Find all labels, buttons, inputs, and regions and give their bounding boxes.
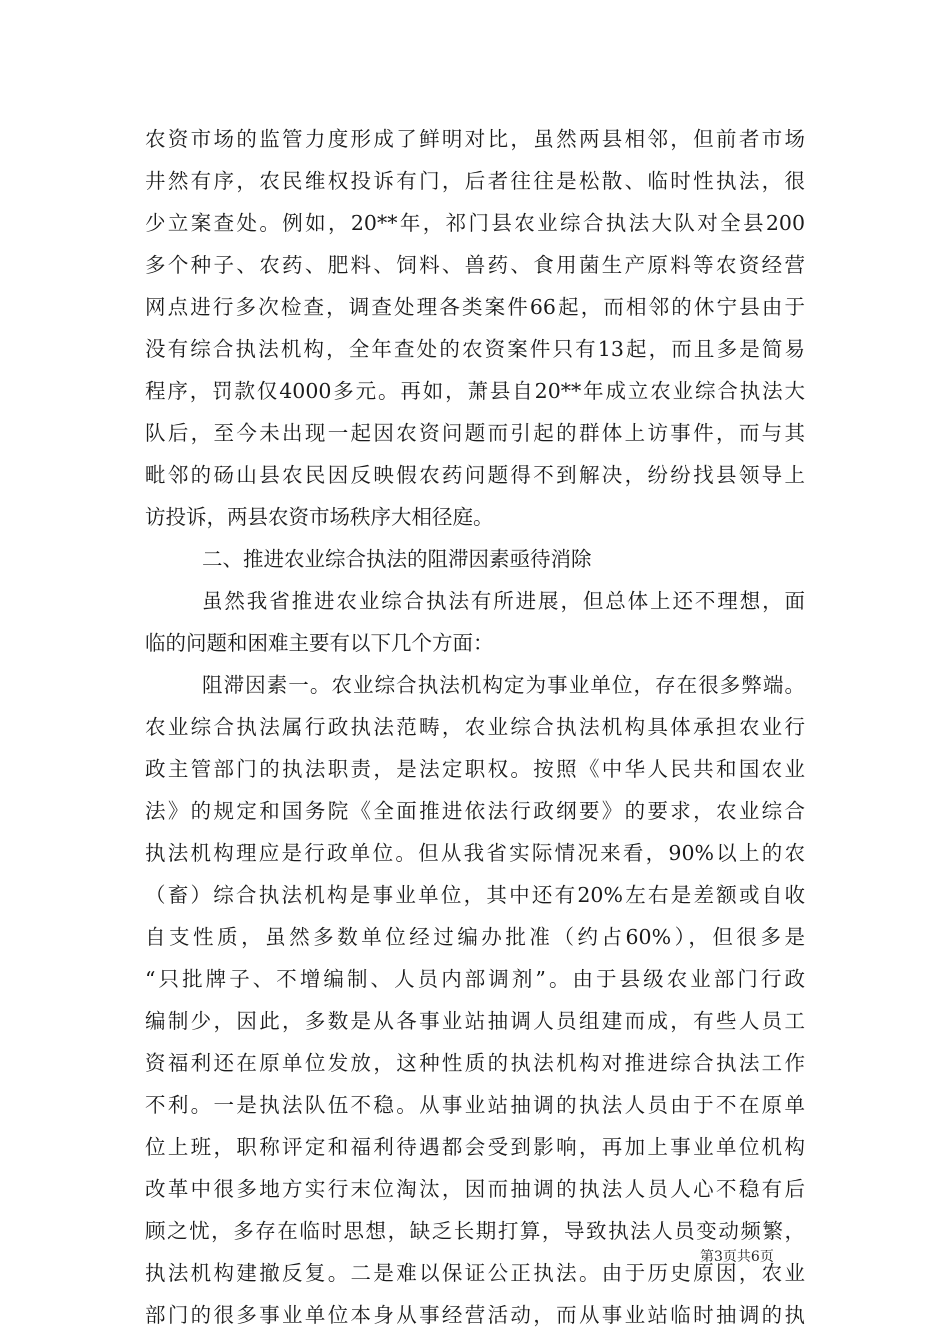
text-line: 执法机构理应是行政单位。但从我省实际情况来看，90%以上的农 (145, 841, 805, 865)
text-line: 少立案查处。例如，20**年，祁门县农业综合执法大队对全县200 (145, 211, 805, 235)
text-line: 部门的很多事业单位本身从事经营活动，而从事业站临时抽调的执 (145, 1303, 805, 1327)
text-line: 阻滞因素一。农业综合执法机构定为事业单位，存在很多弊端。 (202, 673, 805, 697)
text-line: “只批牌子、不增编制、人员内部调剂”。由于县级农业部门行政 (145, 967, 805, 991)
text-line: （畜）综合执法机构是事业单位，其中还有20%左右是差额或自收 (145, 883, 805, 907)
text-line: 法》的规定和国务院《全面推进依法行政纲要》的要求，农业综合 (145, 799, 805, 823)
text-line: 位上班，职称评定和福利待遇都会受到影响，再加上事业单位机构 (145, 1135, 805, 1159)
text-line: 临的问题和困难主要有以下几个方面： (145, 631, 494, 655)
text-line: 虽然我省推进农业综合执法有所进展，但总体上还不理想，面 (202, 589, 805, 613)
text-line: 农资市场的监管力度形成了鲜明对比，虽然两县相邻，但前者市场 (145, 127, 805, 151)
text-line: 编制少，因此，多数是从各事业站抽调人员组建而成，有些人员工 (145, 1009, 805, 1033)
body-text (145, 118, 805, 1336)
section-heading: 二、推进农业综合执法的阻滞因素亟待消除 (202, 547, 592, 571)
text-line: 农业综合执法属行政执法范畴，农业综合执法机构具体承担农业行 (145, 715, 805, 739)
text-line: 网点进行多次检查，调查处理各类案件66起，而相邻的休宁县由于 (145, 295, 805, 319)
text-line: 访投诉，两县农资市场秩序大相径庭。 (145, 505, 494, 529)
text-line: 不利。一是执法队伍不稳。从事业站抽调的执法人员由于不在原单 (145, 1093, 805, 1117)
text-line: 执法机构建撤反复。二是难以保证公正执法。由于历史原因，农业 (145, 1261, 805, 1285)
text-line: 毗邻的砀山县农民因反映假农药问题得不到解决，纷纷找县领导上 (145, 463, 805, 487)
text-line: 自支性质，虽然多数单位经过编办批准（约占60%），但很多是 (145, 925, 805, 949)
text-line: 改革中很多地方实行末位淘汰，因而抽调的执法人员人心不稳有后 (145, 1177, 805, 1201)
text-line: 队后，至今未出现一起因农资问题而引起的群体上访事件，而与其 (145, 421, 805, 445)
text-line: 多个种子、农药、肥料、饲料、兽药、食用菌生产原料等农资经营 (145, 253, 805, 277)
text-line: 顾之忧，多存在临时思想，缺乏长期打算，导致执法人员变动频繁， (145, 1219, 805, 1243)
text-line: 程序，罚款仅4000多元。再如，萧县自20**年成立农业综合执法大 (145, 379, 805, 403)
page-number: 第3页共6页 (700, 1249, 774, 1265)
text-line: 政主管部门的执法职责，是法定职权。按照《中华人民共和国农业 (145, 757, 805, 781)
text-line: 资福利还在原单位发放，这种性质的执法机构对推进综合执法工作 (145, 1051, 805, 1075)
text-line: 没有综合执法机构，全年查处的农资案件只有13起，而且多是简易 (145, 337, 805, 361)
text-line: 井然有序，农民维权投诉有门，后者往往是松散、临时性执法，很 (145, 169, 805, 193)
